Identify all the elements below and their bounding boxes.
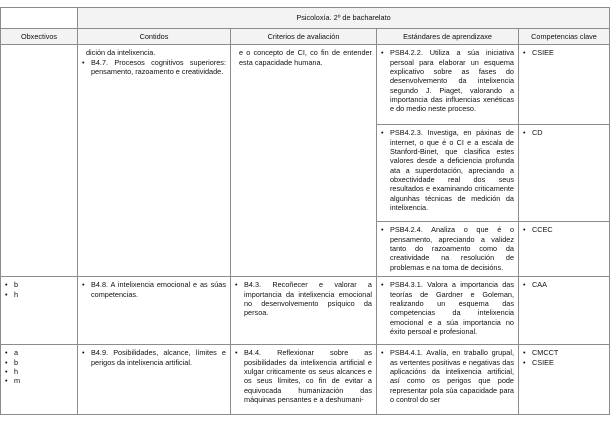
list-item: • CMCCT xyxy=(523,348,605,357)
list-item: • a xyxy=(5,348,73,357)
estandar-cell xyxy=(377,345,519,415)
list-item: • PSB4.4.1. Avalía, en traballo grupal, as vertentes positivas e negativas das aplicacións da intelixencia artificial, así como os perigos que pode representar pola súa capacidade para o control do ser xyxy=(381,348,514,404)
obxectivos-cell xyxy=(1,345,78,415)
col-header-criterios: Criterios de avaliación xyxy=(231,29,377,45)
contidos-cell xyxy=(78,345,231,415)
list-item: • b xyxy=(5,358,73,367)
list-item: • PSB4.2.2. Utiliza a súa iniciativa persoal para elaborar un esquema explicativo sobre as fases do desenvolvemento da intelixencia segundo J. Piaget, valorando a importancia das influencias xenéticas e do medio neste proceso. xyxy=(381,48,514,113)
list-item: • PSB4.3.1. Valora a importancia das teorías de Gardner e Goleman, realizando un esquema das competencias da intelixencia emocional e a súa importancia no éxito persoal e profesional. xyxy=(381,280,514,336)
estandar-cell xyxy=(377,45,519,125)
table-row xyxy=(1,45,610,125)
contidos-continuation: dición da intelixencia. xyxy=(86,48,156,58)
criterios-continuation: e o concepto de CI, co fin de entender esta capacidade humana. xyxy=(239,48,372,67)
criterios-cell xyxy=(231,45,377,277)
competencias-cell xyxy=(519,45,610,125)
contidos-cell xyxy=(78,277,231,345)
col-header-contidos: Contidos xyxy=(78,29,231,45)
contidos-cell xyxy=(78,45,231,277)
list-item: • B4.8. A intelixencia emocional e as súas competencias. xyxy=(82,280,226,299)
estandar-cell xyxy=(377,222,519,277)
list-item: • CCEC xyxy=(523,225,605,234)
competencias-cell xyxy=(519,345,610,415)
table-title: Psicoloxía. 2º de bacharelato xyxy=(78,8,610,29)
estandar-cell xyxy=(377,125,519,222)
list-item: • B4.7. Procesos cognitivos superiores: pensamento, razoamento e creatividade. xyxy=(82,58,226,77)
table-row xyxy=(1,277,610,345)
col-header-competencias: Competencias clave xyxy=(519,29,610,45)
list-item: • B4.3. Recoñecer e valorar a importancia da intelixencia emocional no desenvolvemento psíquico da persoa. xyxy=(235,280,372,317)
list-item: • B4.9. Posibilidades, alcance, límites e perigos da intelixencia artificial. xyxy=(82,348,226,367)
competencias-cell xyxy=(519,125,610,222)
table-row xyxy=(1,345,610,415)
competencias-cell xyxy=(519,277,610,345)
estandar-cell xyxy=(377,277,519,345)
list-item: • PSB4.2.4. Analiza o que é o pensamento, apreciando a validez tanto do razoamento como da creatividade na resolución de problemas e na toma de decisións. xyxy=(381,225,514,272)
list-item: • h xyxy=(5,367,73,376)
obxectivos-cell xyxy=(1,45,78,277)
list-item: • b xyxy=(5,280,73,289)
header-blank-cell xyxy=(1,8,78,29)
criterios-cell xyxy=(231,277,377,345)
list-item: • PSB4.2.3. Investiga, en páxinas de internet, o que é o CI e a escala de Stanford-Binet, que clasifica estes valores desde a deficiencia profunda ata a superdotación, apreciando a obxectividade real dos seus resultados e examinando criticamente algunhas técnicas de medición da intelixencia. xyxy=(381,128,514,212)
list-item: • m xyxy=(5,376,73,385)
col-header-estandares: Estándares de aprendizaxe xyxy=(377,29,519,45)
list-item: • h xyxy=(5,290,73,299)
list-item: • CSIEE xyxy=(523,48,605,57)
list-item: • B4.4. Reflexionar sobre as posibilidades da intelixencia artificial e xulgar criticamente os seus alcances e os seus límites, co fin de evitar a equivocada humanización das máquinas pensantes e a deshumani- xyxy=(235,348,372,404)
col-header-obxectivos: Obxectivos xyxy=(1,29,78,45)
competencias-cell xyxy=(519,222,610,277)
obxectivos-cell xyxy=(1,277,78,345)
list-item: • CD xyxy=(523,128,605,137)
criterios-cell xyxy=(231,345,377,415)
list-item: • CSIEE xyxy=(523,358,605,367)
curriculum-table xyxy=(0,7,610,415)
list-item: • CAA xyxy=(523,280,605,289)
